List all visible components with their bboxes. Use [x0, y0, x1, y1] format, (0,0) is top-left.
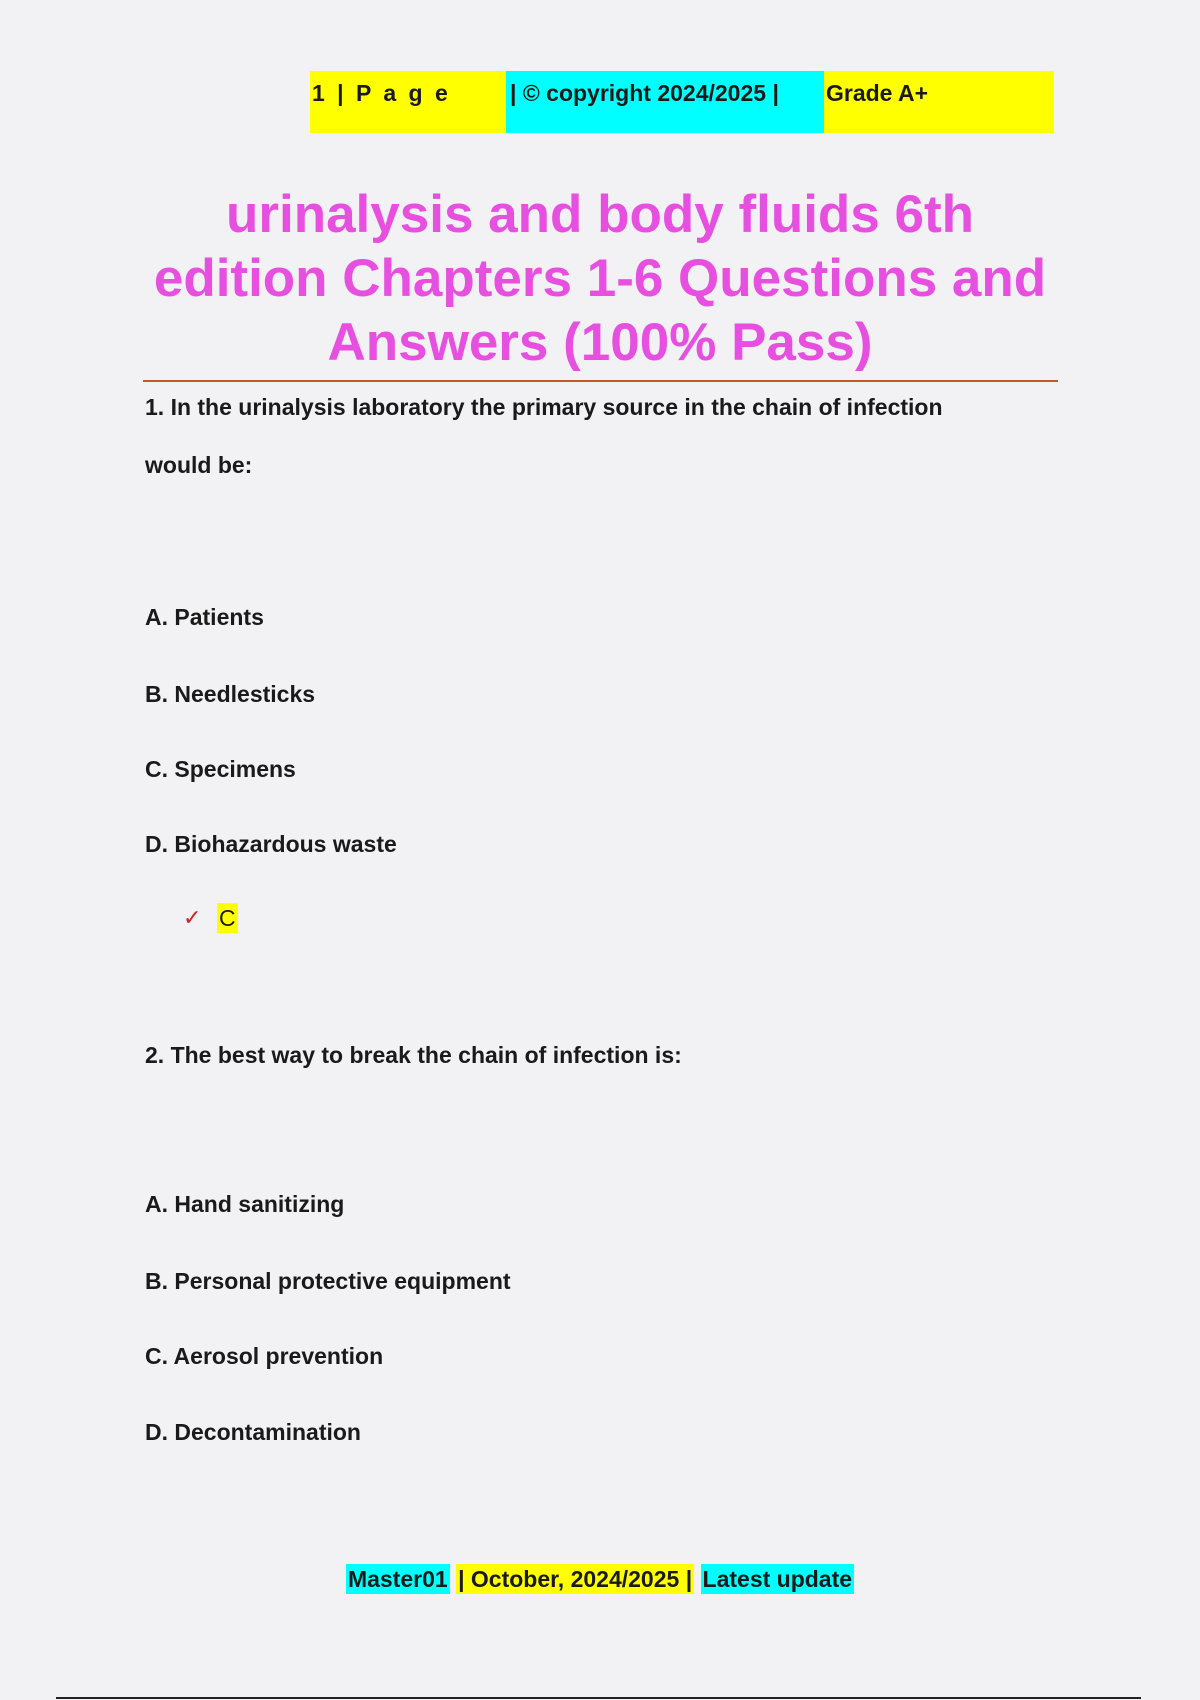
- question-1-text-continued: would be:: [145, 452, 253, 478]
- question-1-option-c: C. Specimens: [145, 756, 296, 782]
- question-1-text: 1. In the urinalysis laboratory the primary source in the chain of infection: [145, 394, 943, 420]
- document-title: urinalysis and body fluids 6th edition Chapters 1-6 Questions and Answers (100% Pass): [153, 185, 1047, 372]
- footer-author: Master01: [347, 1566, 448, 1592]
- question-1-option-a: A. Patients: [145, 604, 264, 630]
- checkmark-icon: ✓: [183, 905, 202, 930]
- copyright-label: | © copyright 2024/2025 |: [506, 71, 824, 133]
- question-1-option-d: D. Biohazardous waste: [145, 831, 397, 857]
- footer-date: | October, 2024/2025 |: [458, 1566, 693, 1592]
- page-footer: [0, 1566, 1200, 1593]
- question-1-answer: [183, 903, 238, 933]
- grade-label: Grade A+: [824, 71, 1054, 133]
- question-2-text: 2. The best way to break the chain of infection is:: [145, 1042, 682, 1068]
- question-2-option-d: D. Decontamination: [145, 1419, 361, 1445]
- answer-value: C: [219, 905, 236, 931]
- page-header: [310, 71, 1054, 133]
- footer-status: Latest update: [702, 1566, 853, 1592]
- title-divider: [143, 380, 1058, 382]
- bottom-divider: [56, 1697, 1141, 1699]
- question-2-option-a: A. Hand sanitizing: [145, 1191, 345, 1217]
- question-2-option-b: B. Personal protective equipment: [145, 1268, 511, 1294]
- question-1-option-b: B. Needlesticks: [145, 681, 316, 707]
- page-number: 1 | P a g e: [310, 71, 506, 133]
- question-2-option-c: C. Aerosol prevention: [145, 1343, 384, 1369]
